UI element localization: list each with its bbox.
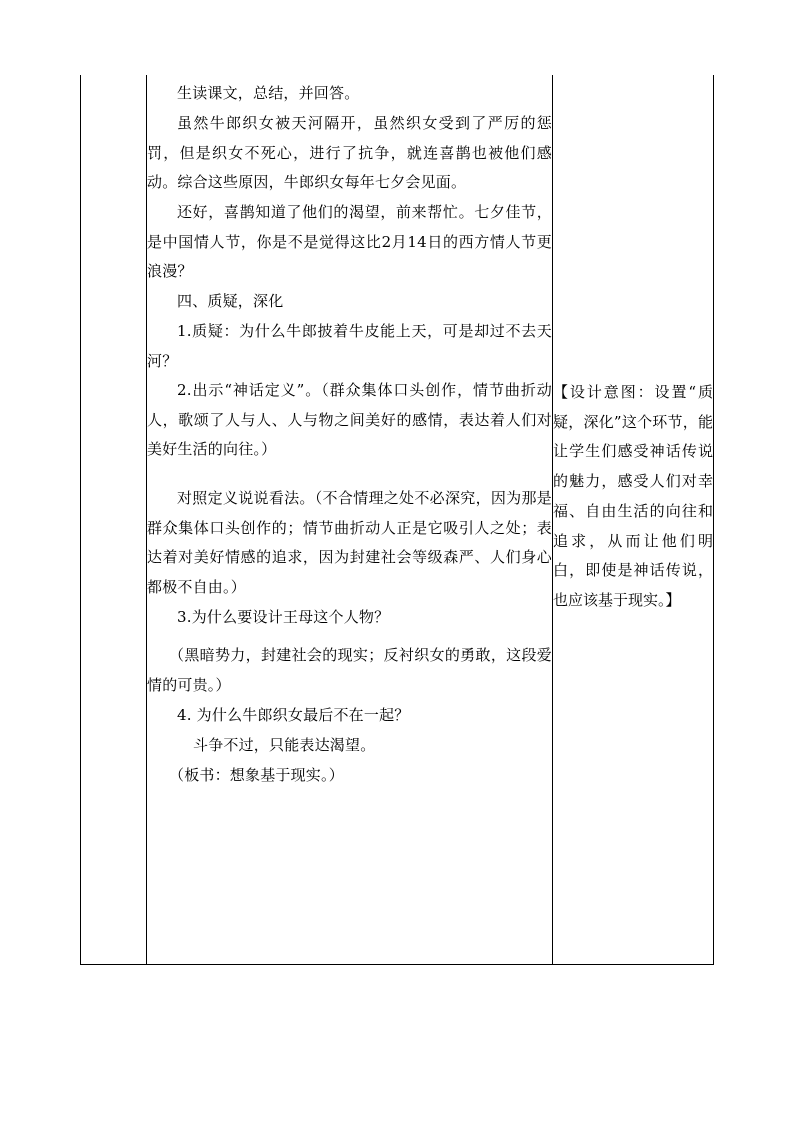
table-border-right bbox=[713, 75, 714, 965]
design-intent-text: 【设计意图：设置“质疑，深化”这个环节，能让学生们感受神话传说的魅力，感受人们对幸福、自由生活的向往和追求，从而让他们明白，即使是神话传说，也应该基于现实。】 bbox=[553, 383, 713, 609]
question-3: 3.为什么要设计王母这个人物？ bbox=[177, 608, 390, 626]
lesson-content-cell bbox=[147, 75, 552, 955]
question-1: 1.质疑：为什么牛郎披着牛皮能上天，可是却过不去天河？ bbox=[147, 322, 552, 370]
answer-4: 斗争不过，只能表达渴望。 bbox=[193, 736, 376, 754]
paragraph-reasons: 虽然牛郎织女被天河隔开，虽然织女受到了严厉的惩罚，但是织女不死心，进行了抗争，就连喜鹊也被他们感动。综合这些原因，牛郎织女每年七夕会见面。 bbox=[147, 114, 552, 192]
question-4: 4. 为什么牛郎织女最后不在一起？ bbox=[177, 706, 410, 724]
answer-3: （黑暗势力，封建社会的现实；反衬织女的勇敢，这段爱情的可贵。） bbox=[147, 646, 552, 694]
section-heading-question: 四、质疑，深化 bbox=[177, 292, 284, 310]
blackboard-note: （板书：想象基于现实。） bbox=[169, 766, 344, 784]
question-2-myth-definition: 2.出示“神话定义”。（群众集体口头创作，情节曲折动人，歌颂了人与人、人与物之间美好的感情，表达着人们对美好生活的向往。） bbox=[147, 381, 552, 459]
table-border-left bbox=[80, 75, 81, 965]
paragraph-discussion: 对照定义说说看法。（不合情理之处不必深究，因为那是群众集体口头创作的；情节曲折动人正是它吸引人之处；表达着对美好情感的追求，因为封建社会等级森严、人们身心都极不自由。） bbox=[147, 489, 552, 597]
table-border-bottom bbox=[80, 964, 714, 965]
paragraph-summary: 生读课文，总结，并回答。 bbox=[177, 84, 360, 102]
design-intent-cell bbox=[553, 75, 713, 955]
paragraph-magpie: 还好，喜鹊知道了他们的渴望，前来帮忙。七夕佳节，是中国情人节，你是不是觉得这比2月14日的西方情人节更浪漫？ bbox=[147, 203, 552, 281]
